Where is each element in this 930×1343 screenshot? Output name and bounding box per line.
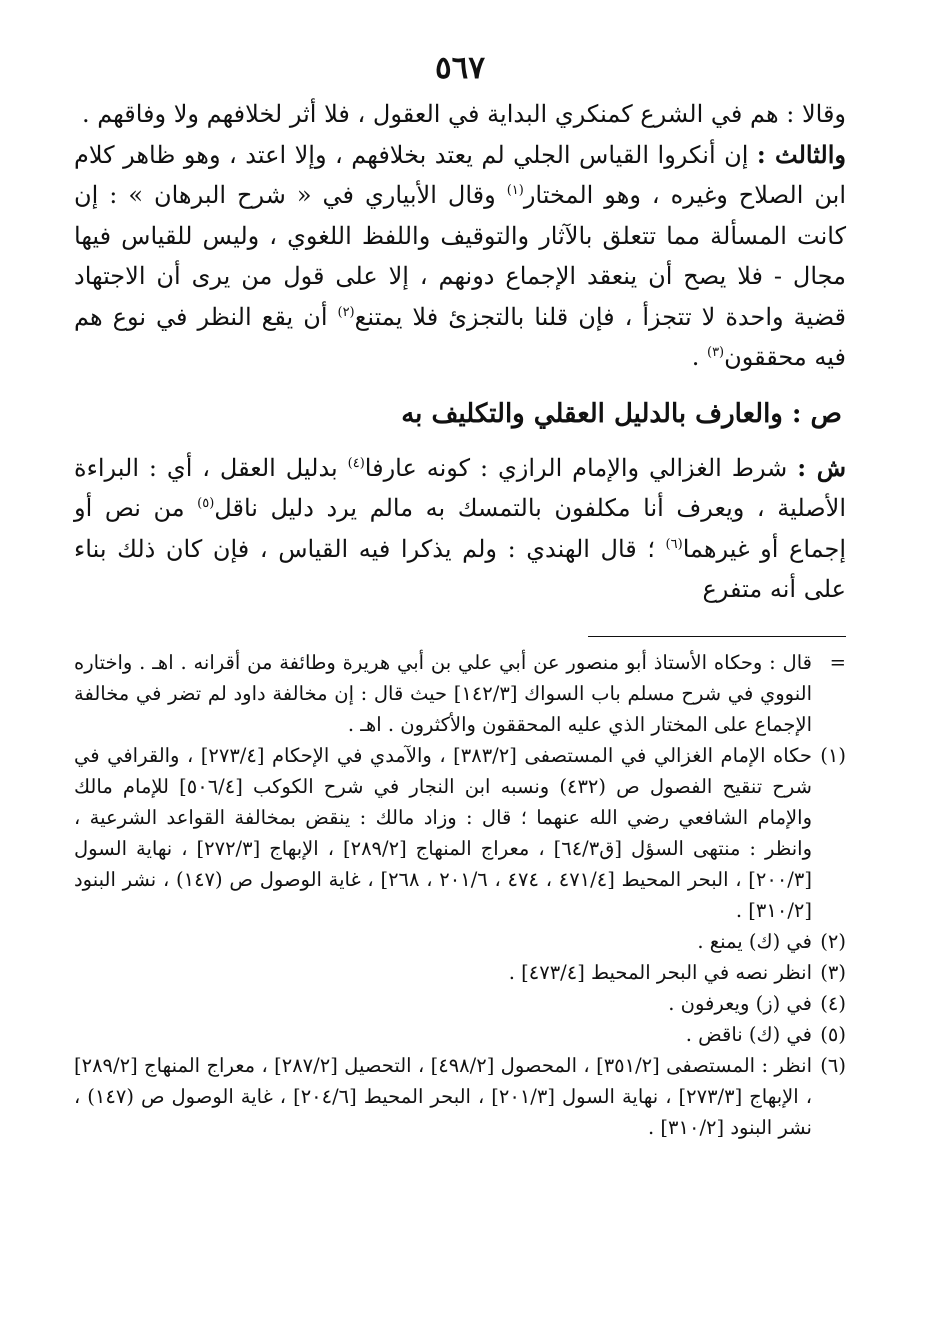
footnote-ref-6[interactable]: (٦) — [665, 536, 683, 552]
paragraph-3-text-b: بدليل العقل ، أي : البراءة الأصلية ، ويعرف أنا مكلفون بالتمسك به مالم يرد دليل ناقل — [74, 453, 846, 522]
book-page — [74, 0, 846, 1343]
footnote-text: في (ز) ويعرفون . — [668, 991, 812, 1015]
paragraph-3-lead: ش : — [797, 452, 846, 482]
paragraph-2-text-a: إن أنكروا القياس الجلي لم يعتد بخلافهم ، وإلا اعتد ، وهو ظاهر كلام ابن الصلاح وغيره ، وهو المختار — [74, 140, 847, 209]
footnote-ref-1[interactable]: (١) — [506, 183, 524, 198]
footnote-text: حكاه الإمام الغزالي في المستصفى [٣٨٣/٢] ، والآمدي في الإحكام [٢٧٣/٤] ، والقرافي في شرح تنقيح الفصول ص (٤٣٢) ونسبه ابن النجار في شرح الكوكب [٥٠٦/٤] للإمام مالك والإمام الشافعي رضي الله عنهما ؛ قال : وزاد مالك : ينقض بمخالفة القواعد الشرعية ، وانظر : منتهى السؤل [ق٦٤/٣] ، معراج المنهاج [٢٨٩/٢] ، الإبهاج [٢٧٢/٣] ، نهاية السول [٢٠٠/٣] ، البحر المحيط [٤٧١/٤ ، ٤٧٤ ، ٢٠١/٦ ، ٢٦٨] ، غاية الوصول ص (١٤٧) ، نشر البنود [٣١٠/٢] . — [74, 743, 813, 922]
footnote-ref-3[interactable]: (٣) — [706, 345, 725, 360]
footnote-1 — [74, 740, 846, 926]
footnote-marker: (٢) — [820, 929, 846, 953]
paragraph-2-lead: والثالث : — [756, 139, 847, 169]
footnote-divider — [588, 636, 846, 637]
paragraph-3-text-a: شرط الغزالي والإمام الرازي : كونه عارفا — [364, 453, 798, 482]
paragraph-2-text-b: وقال الأبياري في « شرح البرهان » : إن كانت المسألة مما تتعلق بالآثار والتوقيف واللفظ اللغوي ، وليس للقياس فيها مجال - فلا يصح أن ينعقد الإجماع دونهم ، إلا على قول من يرى أن الاجتهاد قضية واحدة لا تتجزأ ، فإن قلنا بالتجزئ فلا يمتنع — [74, 181, 846, 331]
footnotes — [74, 647, 846, 1143]
footnote-marker: (٦) — [820, 1053, 846, 1077]
footnote-ref-2[interactable]: (٢) — [337, 304, 355, 320]
footnote-text: في (ك) يمنع . — [697, 929, 812, 953]
paragraph-3 — [74, 448, 846, 610]
paragraph-3-text-c: من نص أو إجماع أو غيرهما — [74, 494, 847, 563]
footnote-marker: = — [829, 650, 846, 674]
footnote-marker: (٣) — [820, 960, 846, 984]
footnote-marker: (١) — [820, 743, 846, 767]
paragraph-2-text-c: أن يقع النظر في نوع هم فيه محققون — [74, 302, 846, 371]
footnote-continued — [74, 647, 846, 740]
footnote-marker: (٤) — [820, 991, 846, 1015]
footnote-ref-4[interactable]: (٤) — [347, 455, 365, 471]
footnote-marker: (٥) — [820, 1022, 846, 1046]
paragraph-2 — [74, 135, 846, 378]
footnote-text: قال : وحكاه الأستاذ أبو منصور عن أبي علي بن أبي هريرة وطائفة من أقرانه . اهـ . واختاره النووي في شرح مسلم باب السواك [١٤٢/٣] حيث قال : إن مخالفة داود لم تضر في مخالفة الإجماع على المختار الذي عليه المحققون والأكثرون . اهـ . — [74, 650, 813, 736]
paragraph-2-text-d: . — [691, 343, 707, 371]
page-number: ٥٦٧ — [435, 50, 485, 86]
section-heading: ص : والعارف بالدليل العقلي والتكليف به — [401, 398, 842, 429]
footnote-text: انظر نصه في البحر المحيط [٤٧٣/٤] . — [508, 960, 812, 984]
footnote-text: في (ك) ناقض . — [685, 1022, 812, 1046]
paragraph-3-text-d: ؛ قال الهندي : ولم يذكرا فيه القياس ، فإن كان ذلك بناء على أنه متفرع — [74, 534, 846, 603]
footnote-4 — [74, 988, 846, 1019]
footnote-5 — [74, 1019, 846, 1050]
footnote-3 — [74, 957, 846, 988]
footnote-text: انظر : المستصفى [٣٥١/٢] ، المحصول [٤٩٨/٢] ، التحصيل [٢٨٧/٢] ، معراج المنهاج [٢٨٩/٢] ، الإبهاج [٢٧٣/٣] ، نهاية السول [٢٠١/٣] ، البحر المحيط [٢٠٤/٦] ، غاية الوصول ص (١٤٧) ، نشر البنود [٣١٠/٢] . — [74, 1053, 812, 1139]
footnote-2 — [74, 926, 846, 957]
footnote-6 — [74, 1050, 846, 1143]
paragraph-1: وقالا : هم في الشرع كمنكري البداية في العقول ، فلا أثر لخلافهم ولا وفاقهم . — [81, 100, 846, 128]
footnote-ref-5[interactable]: (٥) — [197, 496, 215, 511]
main-text — [74, 94, 846, 610]
